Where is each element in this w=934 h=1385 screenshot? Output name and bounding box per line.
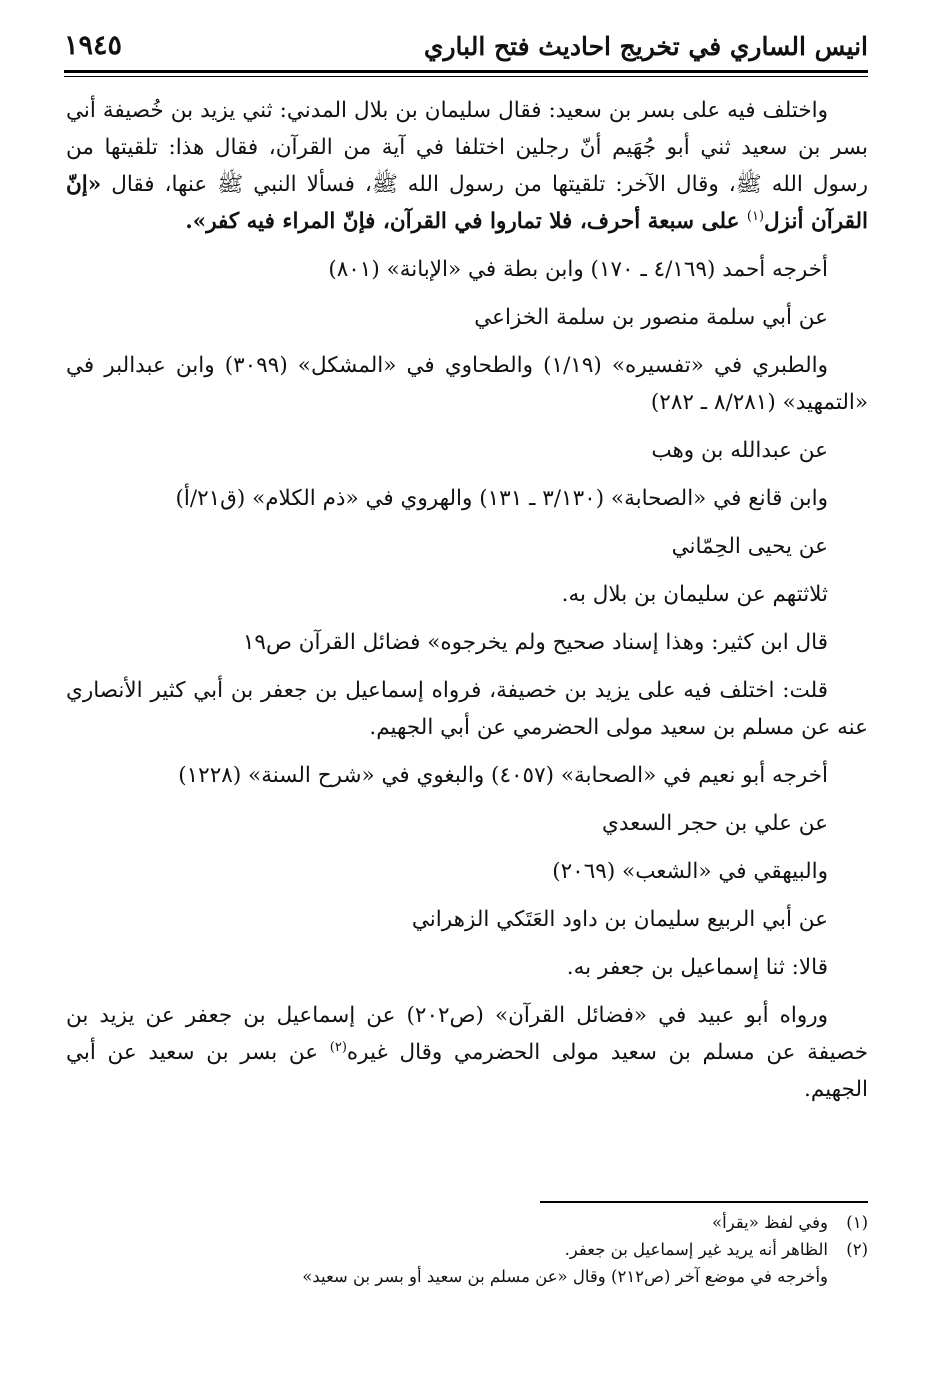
paragraph-14: عن أبي الربيع سليمان بن داود العَتَكي الزهراني [411,907,828,932]
paragraph-4: والطبري في «تفسيره» (١/١٩) والطحاوي في «المشكل» (٣٠٩٩) وابن عبدالبر في «التمهيد» (٨/٢٨١ ـ ٢٨٢) [66,353,868,415]
page-header [64,30,868,68]
footnote-ref-1: (١) [746,208,765,224]
paragraph-16-text-a: ورواه أبو عبيد في «فضائل القرآن» (ص٢٠٢) عن إسماعيل بن جعفر عن يزيد بن خصيفة عن مسلم بن سعيد مولى الحضرمي وقال غيره [66,1003,868,1065]
main-text [66,92,868,1119]
footnote-1-number: (١) [846,1213,868,1232]
footnote-1-text: وفي لفظ «يقرأ» [712,1213,828,1232]
paragraph-8: ثلاثتهم عن سليمان بن بلال به. [561,582,828,607]
footnote-2-text: الظاهر أنه يريد غير إسماعيل بن جعفر. [564,1240,828,1259]
paragraph-16 [66,997,868,1108]
paragraph-16-text-b: عن بسر بن سعيد عن أبي الجهيم. [66,1040,868,1102]
paragraph-6: وابن قانع في «الصحابة» (٣/١٣٠ ـ ١٣١) والهروي في «ذم الكلام» (ق٢١/أ) [175,486,828,511]
footnote-2 [66,1236,868,1263]
header-rule-thin [64,76,868,77]
header-rule [64,70,868,73]
paragraph-2: أخرجه أحمد (٤/١٦٩ ـ ١٧٠) وابن بطة في «الإبانة» (٨٠١) [328,257,828,282]
footnote-2-continuation: وأخرجه في موضع آخر (ص٢١٢) وقال «عن مسلم بن سعيد أو بسر بن سعيد» [302,1267,828,1286]
page-number: ١٩٤٥ [64,30,123,61]
footnotes [66,1209,868,1290]
running-title: انيس الساري في تخريج احاديث فتح الباري [423,32,868,61]
footnote-ref-2: (٢) [329,1039,347,1055]
paragraph-3: عن أبي سلمة منصور بن سلمة الخزاعي [474,305,828,330]
paragraph-15: قالا: ثنا إسماعيل بن جعفر به. [566,955,828,980]
footnote-1 [66,1209,868,1236]
paragraph-5: عن عبدالله بن وهب [651,438,828,463]
paragraph-11: أخرجه أبو نعيم في «الصحابة» (٤٠٥٧) والبغوي في «شرح السنة» (١٢٢٨) [178,763,828,788]
paragraph-12: عن علي بن حجر السعدي [602,811,828,836]
footnote-rule [540,1201,868,1203]
paragraph-1-text: واختلف فيه على بسر بن سعيد: فقال سليمان بن بلال المدني: ثني يزيد بن خُصيفة أني بسر بن سعيد ثني أبو جُهَيم أنّ رجلين اختلفا في آية من القرآن، فقال هذا: تلقيتها من رسول الله ﷺ، وقال الآخر: تلقيتها من رسول الله ﷺ، فسألا النبي ﷺ عنها، فقال [66,98,868,197]
paragraph-1 [66,92,868,240]
paragraph-13: والبيهقي في «الشعب» (٢٠٦٩) [552,859,828,884]
footnote-2-number: (٢) [846,1240,868,1259]
paragraph-7: عن يحيى الحِمّاني [671,534,828,559]
hadith-text-b: على سبعة أحرف، فلا تماروا في القرآن، فإنّ المراء فيه كفر». [185,209,747,234]
paragraph-9: قال ابن كثير: وهذا إسناد صحيح ولم يخرجوه» فضائل القرآن ص١٩ [242,630,828,655]
hadith-text-a: «إنّ القرآن أنزل [66,172,868,234]
paragraph-10: قلت: اختلف فيه على يزيد بن خصيفة، فرواه إسماعيل بن جعفر بن أبي كثير الأنصاري عنه عن مسلم بن سعيد مولى الحضرمي عن أبي الجهيم. [66,678,868,740]
